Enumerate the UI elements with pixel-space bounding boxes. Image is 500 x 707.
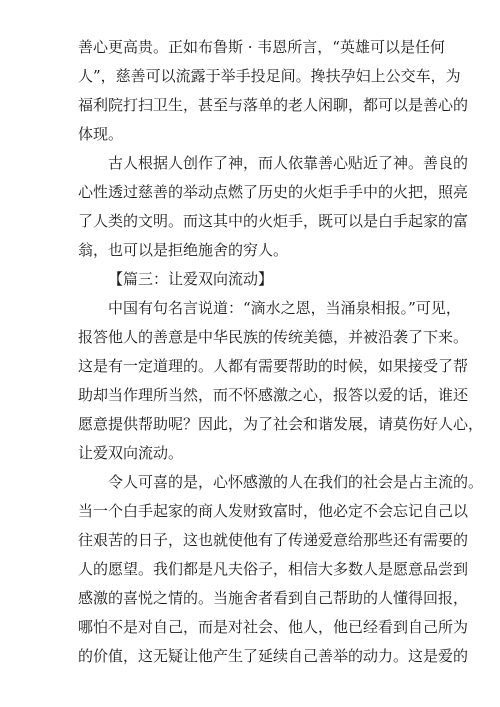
text-line: 愿意提供帮助呢？因此，为了社会和谐发展，请莫伤好人心， (78, 415, 484, 433)
text-line: 令人可喜的是，心怀感激的人在我们的社会是占主流的。 (108, 473, 484, 491)
text-line: 人的愿望。我们都是凡夫俗子，相信大多数人是愿意品尝到 (78, 560, 469, 578)
text-line: 感激的喜悦之情的。当施舍者看到自己帮助的人懂得回报， (78, 589, 469, 607)
section-heading-3 (78, 265, 433, 294)
section-heading: 【篇三：让爱双向流动】 (108, 270, 274, 288)
text-line: 善心更高贵。正如布鲁斯 · 韦恩所言，“英雄可以是任何 (78, 38, 445, 56)
text-line: 让爱双向流动。 (78, 444, 184, 462)
text-line: 报答他人的善意是中华民族的传统美德，并被沿袭了下来。 (78, 328, 469, 346)
text-line: 福利院打扫卫生，甚至与落单的老人闲聊，都可以是善心的 (78, 96, 469, 114)
paragraph-2 (78, 149, 469, 265)
text-line: 当一个白手起家的商人发财致富时，他必定不会忘记自己以 (78, 502, 469, 520)
text-line: 了人类的文明。而这其中的火炬手，既可以是白手起家的富 (78, 212, 469, 230)
text-line: 古人根据人创作了神，而人依靠善心贴近了神。善良的 (108, 154, 469, 172)
text-line: 心性透过慈善的举动点燃了历史的火炬手手中的火把，照亮 (78, 183, 469, 201)
text-line: 翁，也可以是拒绝施舍的穷人。 (78, 241, 289, 259)
text-line: 哪怕不是对自己，而是对社会、他人，他已经看到自己所为 (78, 618, 469, 636)
paragraph-3 (78, 294, 484, 468)
text-line: 助却当作理所当然，而不怀感激之心，报答以爱的话，谁还 (78, 386, 469, 404)
text-line: 中国有句名言说道：“滴水之恩，当涌泉相报。”可见， (108, 299, 461, 317)
text-line: 的价值，这无疑让他产生了延续自己善举的动力。这是爱的 (78, 647, 469, 665)
document-body (78, 33, 484, 671)
paragraph-4 (78, 468, 484, 671)
paragraph-1 (78, 33, 469, 149)
text-line: 体现。 (78, 125, 124, 143)
text-line: 往艰苦的日子，这也就使他有了传递爱意给那些还有需要的 (78, 531, 469, 549)
text-line: 这是有一定道理的。人都有需要帮助的时候，如果接受了帮 (78, 357, 469, 375)
text-line: 人”，慈善可以流露于举手投足间。搀扶孕妇上公交车，为 (78, 67, 461, 85)
